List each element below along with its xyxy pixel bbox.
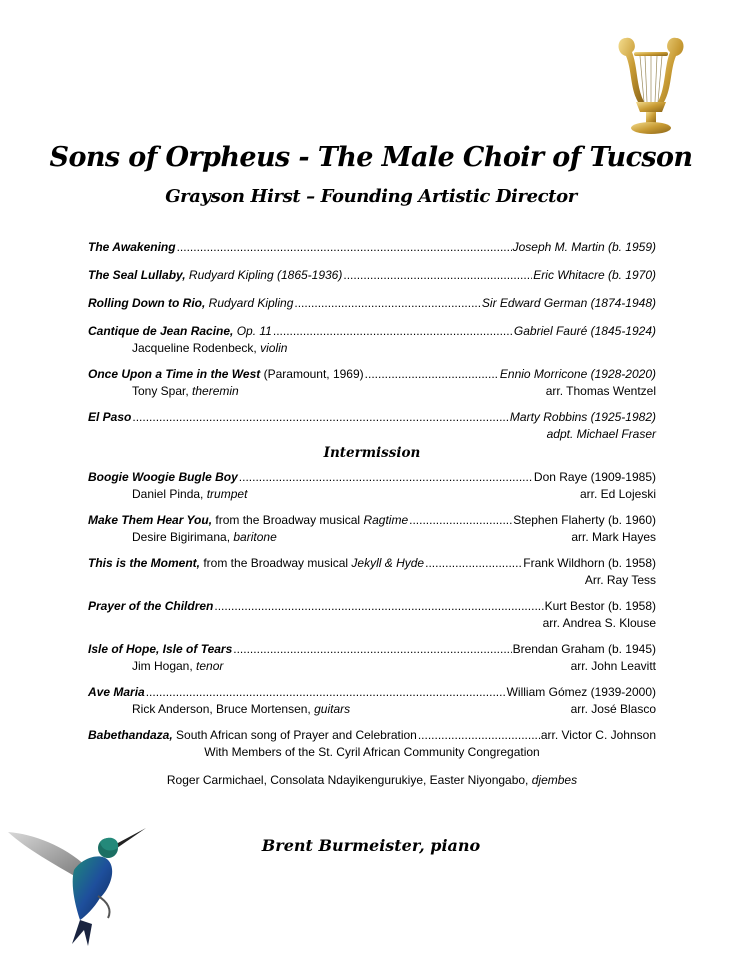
leader-dots (233, 642, 511, 656)
composer: Brendan Graham (b. 1945) (512, 642, 656, 656)
lyre-icon (612, 28, 690, 138)
hummingbird-icon (4, 812, 154, 952)
piece-title: Make Them Hear You, (88, 513, 213, 527)
leader-dots (214, 599, 543, 613)
composer: Don Raye (1909-1985) (533, 470, 656, 484)
program-list (88, 240, 656, 789)
piece-title: El Paso (88, 410, 132, 424)
composer: Stephen Flaherty (b. 1960) (513, 513, 656, 527)
leader-dots (273, 324, 513, 338)
piece-title: This is the Moment, (88, 556, 201, 570)
leader-dots (239, 470, 533, 484)
leader-dots (177, 240, 512, 254)
leader-dots (343, 268, 532, 282)
composer: Sir Edward German (1874-1948) (481, 296, 656, 310)
intermission-heading: Intermission (323, 445, 421, 461)
composer: Gabriel Fauré (1845-1924) (513, 324, 656, 338)
piece-title: Isle of Hope, Isle of Tears (88, 642, 233, 656)
performer: Tony Spar, theremin (132, 384, 239, 398)
piece-detail: Rudyard Kipling (1865-1936) (185, 268, 343, 282)
program-entry (88, 599, 656, 632)
show-title: Jekyll & Hyde (351, 556, 425, 570)
arranger: Arr. Ray Tess (584, 573, 656, 587)
program-entry (88, 556, 656, 589)
piece-title: The Awakening (88, 240, 176, 254)
piece-title: Rolling Down to Rio, (88, 296, 206, 310)
performer: Jim Hogan, tenor (132, 659, 224, 673)
composer: Ennio Morricone (1928-2020) (499, 367, 656, 381)
leader-dots (146, 685, 506, 699)
arranger: arr. John Leavitt (570, 659, 656, 673)
show-title: Ragtime (363, 513, 409, 527)
page-subtitle: Grayson Hirst – Founding Artistic Director (165, 186, 577, 207)
piece-title: Cantique de Jean Racine, (88, 324, 234, 338)
program-entry (88, 642, 656, 675)
arranger: arr. José Blasco (570, 702, 656, 716)
leader-dots (425, 556, 522, 570)
piece-title: Babethandaza, (88, 728, 173, 742)
composer: Marty Robbins (1925-1982) (509, 410, 656, 424)
program-entry (88, 324, 656, 357)
performer: Daniel Pinda, trumpet (132, 487, 248, 501)
performer: Rick Anderson, Bruce Mortensen, guitars (132, 702, 351, 716)
program-entry (88, 240, 656, 257)
composer: Joseph M. Martin (b. 1959) (512, 240, 656, 254)
composer: William Gómez (1939-2000) (506, 685, 656, 699)
performer: Jacqueline Rodenbeck, violin (132, 341, 288, 355)
piece-title: Prayer of the Children (88, 599, 214, 613)
composer: Eric Whitacre (b. 1970) (533, 268, 656, 282)
pianist-credit: Brent Burmeister, piano (261, 836, 481, 855)
composer: arr. Victor C. Johnson (540, 728, 656, 742)
piece-title: Ave Maria (88, 685, 145, 699)
program-entry (88, 410, 656, 443)
arranger: arr. Thomas Wentzel (545, 384, 656, 398)
piece-detail: from the Broadway musical (200, 556, 352, 570)
piece-detail: (Paramount, 1969) (260, 367, 364, 381)
piece-title: Once Upon a Time in the West (88, 367, 261, 381)
arranger: arr. Ed Lojeski (579, 487, 656, 501)
leader-dots (132, 410, 509, 424)
congregation-note: With Members of the St. Cyril African Community Congregation (204, 745, 540, 759)
leader-dots (294, 296, 481, 310)
page-title: Sons of Orpheus - The Male Choir of Tucson (49, 142, 693, 173)
djembe-players: Roger Carmichael, Consolata Ndayikengurukiye, Easter Niyongabo, djembes (166, 773, 578, 787)
program-entry (88, 268, 656, 285)
program-entry (88, 728, 656, 761)
composer: Frank Wildhorn (b. 1958) (523, 556, 656, 570)
piece-title: The Seal Lullaby, (88, 268, 186, 282)
program-entry (88, 513, 656, 546)
leader-dots (365, 367, 499, 381)
piece-detail: Rudyard Kipling (205, 296, 294, 310)
piece-detail: from the Broadway musical (212, 513, 364, 527)
arranger: adpt. Michael Fraser (546, 427, 656, 441)
leader-dots (418, 728, 540, 742)
composer: Kurt Bestor (b. 1958) (544, 599, 656, 613)
piece-detail: Op. 11 (233, 324, 272, 338)
leader-dots (409, 513, 512, 527)
piece-detail: South African song of Prayer and Celebration (172, 728, 417, 742)
program-entry (88, 367, 656, 400)
arranger: arr. Andrea S. Klouse (542, 616, 656, 630)
piece-title: Boogie Woogie Bugle Boy (88, 470, 238, 484)
program-entry (88, 470, 656, 503)
program-entry (88, 685, 656, 718)
performer: Desire Bigirimana, baritone (132, 530, 277, 544)
program-entry (88, 296, 656, 313)
arranger: arr. Mark Hayes (571, 530, 656, 544)
